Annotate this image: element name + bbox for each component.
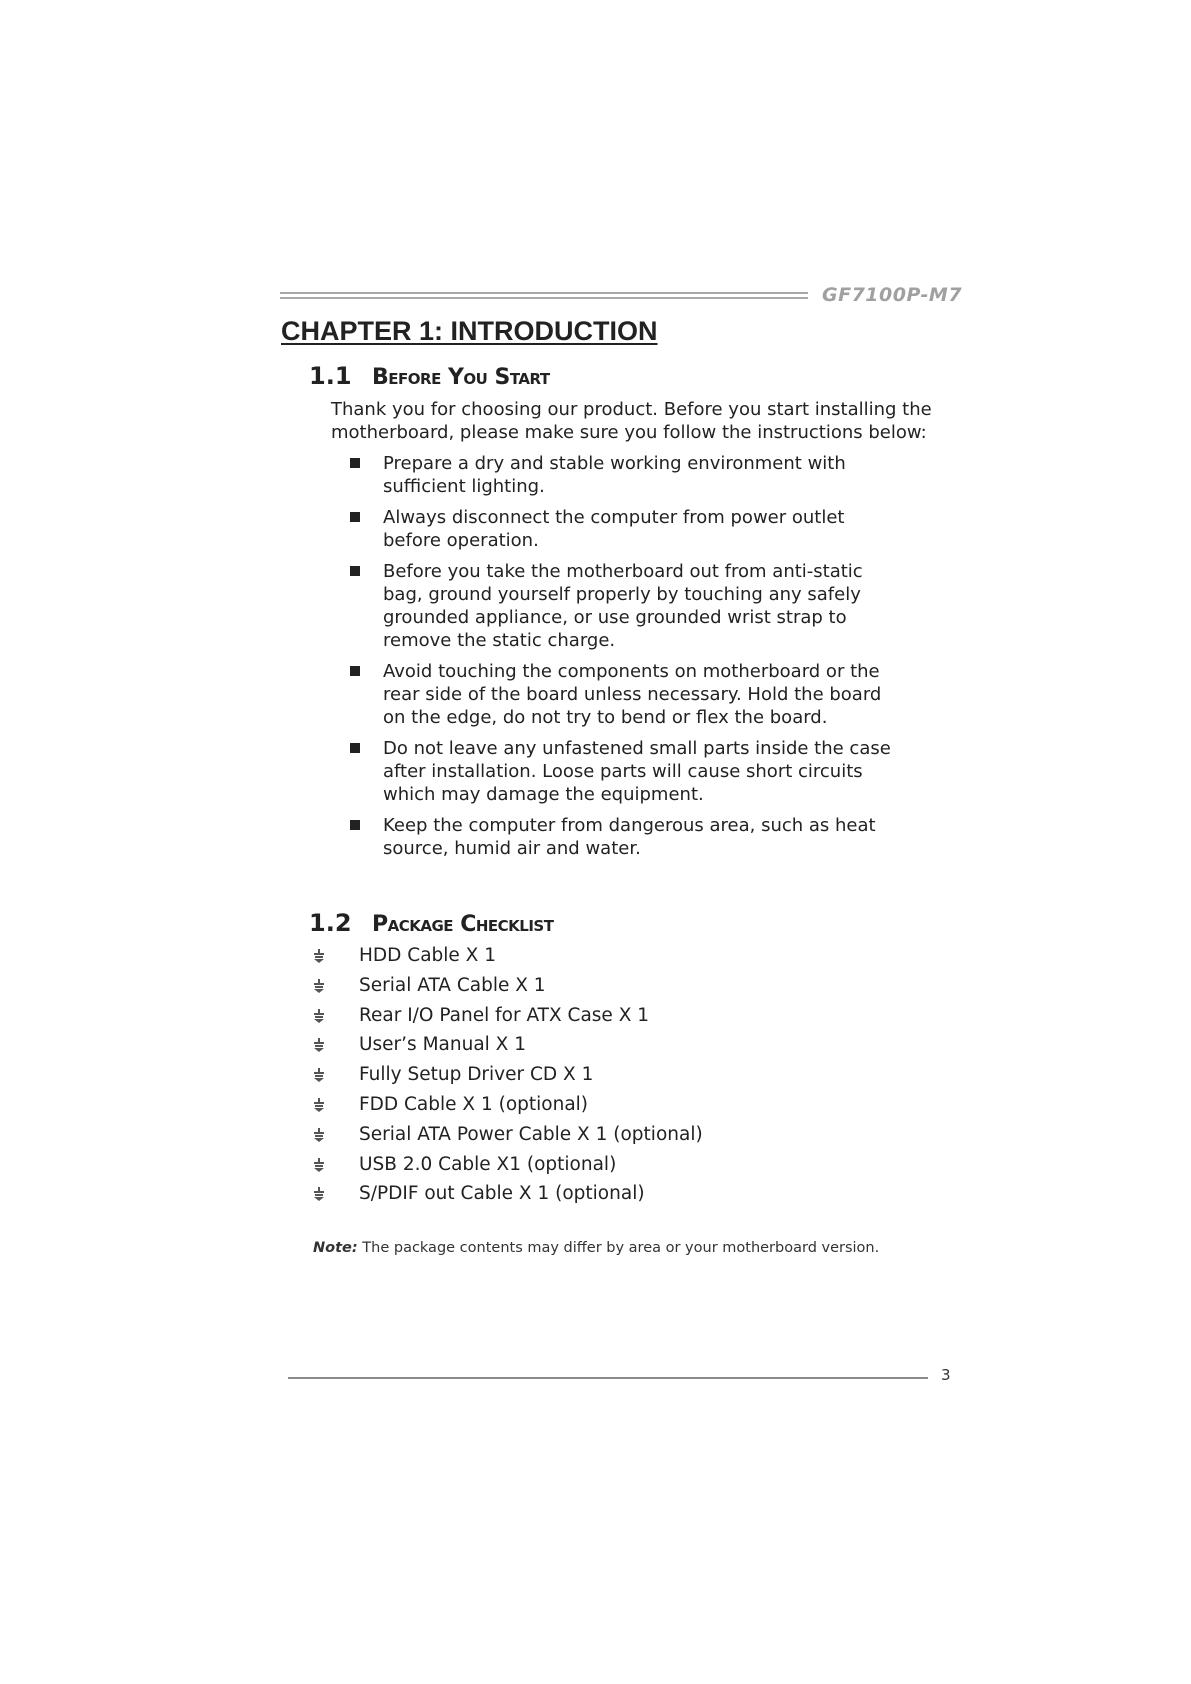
instruction-item: [347, 452, 907, 498]
instruction-item: [347, 560, 907, 652]
instruction-item: [347, 506, 907, 552]
square-bullet-icon: [350, 666, 360, 676]
square-bullet-icon: [350, 458, 360, 468]
section-number: 1.2: [309, 909, 352, 937]
checklist-text: User’s Manual X 1: [359, 1034, 526, 1056]
checklist-item: [313, 945, 703, 975]
checklist-text: USB 2.0 Cable X1 (optional): [359, 1153, 617, 1175]
checklist-item: [313, 975, 703, 1005]
down-arrow-bullet-icon: [313, 1038, 325, 1052]
instruction-text: Avoid touching the components on motherboard or the rear side of the board unless necessary. Hold the board on the edge, do not try to bend or flex the board.: [383, 661, 882, 728]
checklist-item: [313, 1124, 703, 1154]
checklist-item: [313, 1005, 703, 1035]
checklist-text: S/PDIF out Cable X 1 (optional): [359, 1183, 645, 1205]
section-heading-before-you-start: [309, 362, 550, 390]
instruction-item: [347, 814, 907, 860]
checklist-item: [313, 1034, 703, 1064]
square-bullet-icon: [350, 743, 360, 753]
section-title: Before You Start: [372, 365, 550, 390]
down-arrow-bullet-icon: [313, 1068, 325, 1082]
instruction-text: Prepare a dry and stable working environment with sufficient lighting.: [383, 453, 846, 497]
square-bullet-icon: [350, 512, 360, 522]
square-bullet-icon: [350, 820, 360, 830]
down-arrow-bullet-icon: [313, 1187, 325, 1201]
checklist-text: Serial ATA Power Cable X 1 (optional): [359, 1123, 703, 1145]
instruction-text: Always disconnect the computer from power outlet before operation.: [383, 507, 845, 551]
instruction-text: Do not leave any unfastened small parts inside the case after installation. Loose parts will cause short circuits which may damage the equipment.: [383, 738, 891, 805]
checklist-text: FDD Cable X 1 (optional): [359, 1093, 589, 1115]
checklist-text: Serial ATA Cable X 1: [359, 974, 546, 996]
checklist-text: HDD Cable X 1: [359, 945, 497, 966]
note-text: The package contents may differ by area or your motherboard version.: [362, 1240, 880, 1256]
footer-rule: [288, 1377, 928, 1379]
down-arrow-bullet-icon: [313, 949, 325, 963]
down-arrow-bullet-icon: [313, 1128, 325, 1142]
checklist-item: [313, 1094, 703, 1124]
down-arrow-bullet-icon: [313, 1009, 325, 1023]
section-title: Package Checklist: [372, 912, 554, 937]
instruction-item: [347, 660, 907, 729]
package-note: [313, 1240, 879, 1256]
checklist-item: [313, 1154, 703, 1184]
instruction-item: [347, 737, 907, 806]
checklist-text: Fully Setup Driver CD X 1: [359, 1064, 594, 1086]
checklist-text: Rear I/O Panel for ATX Case X 1: [359, 1004, 650, 1026]
note-label: Note:: [313, 1240, 358, 1256]
section-heading-package-checklist: [309, 909, 553, 937]
instruction-text: Keep the computer from dangerous area, such as heat source, humid air and water.: [383, 815, 876, 859]
chapter-title: CHAPTER 1: INTRODUCTION: [281, 316, 658, 346]
square-bullet-icon: [350, 566, 360, 576]
down-arrow-bullet-icon: [313, 979, 325, 993]
down-arrow-bullet-icon: [313, 1098, 325, 1112]
checklist-item: [313, 1183, 703, 1213]
model-name: GF7100P-M7: [822, 284, 963, 306]
intro-paragraph: Thank you for choosing our product. Before you start installing the motherboard, please make sure you follow the instructions below:: [331, 399, 932, 443]
header-rule: [280, 292, 808, 299]
instruction-list: [347, 452, 907, 868]
page-number: 3: [941, 1366, 951, 1384]
section-number: 1.1: [309, 362, 352, 390]
checklist-item: [313, 1064, 703, 1094]
down-arrow-bullet-icon: [313, 1158, 325, 1172]
package-checklist: [313, 945, 703, 1213]
instruction-text: Before you take the motherboard out from anti-static bag, ground yourself properly by touching any safely grounded appliance, or use grounded wrist strap to remove the static charge.: [383, 561, 863, 651]
